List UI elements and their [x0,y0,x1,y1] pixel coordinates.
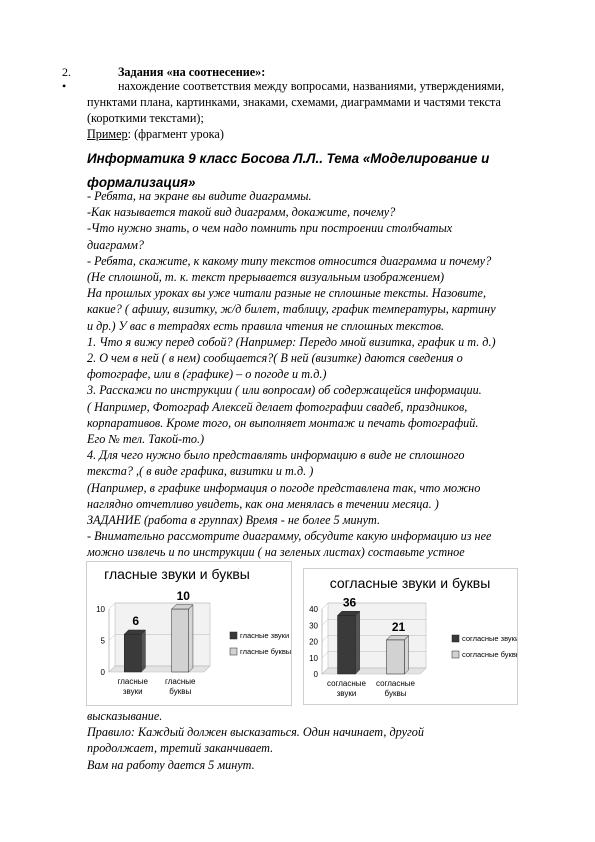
after-line: продолжает, третий заканчивает. [87,741,274,756]
lesson-line: 2. О чем в ней ( в нем) сообщается?( В ней (визитке) даются сведения о [87,351,463,365]
legend-label: согласные звуки [462,634,517,643]
chart-bar [338,611,360,674]
example-line [87,126,224,142]
section-heading: Задания «на соотнесение»: [118,65,266,79]
chart-gridline [322,603,328,609]
x-tick-label: гласные [117,677,148,686]
lesson-line: ЗАДАНИЕ (работа в группах) Время - не более 5 минут. [87,513,381,527]
chart-bar-side [189,605,193,672]
y-tick-label: 0 [100,668,105,677]
chart-gridline [322,619,328,625]
section-number: 2. [62,65,71,79]
bullet-line: нахождение соответствия между вопросами, названиями, утверждениями, [118,79,505,93]
lesson-line: - Ребята, на экране вы видите диаграммы. [87,189,312,203]
x-tick-label: гласные [165,677,196,686]
lesson-line: 3. Расскажи по инструкции ( или вопросам) об содержащейся информации. [87,383,482,398]
y-tick-label: 30 [309,621,318,631]
chart-gridline [109,603,115,609]
y-tick-label: 40 [309,605,318,614]
data-label: 21 [391,619,406,634]
lesson-line: какие? ( афишу, визитку, ж/д билет, таблицу, график температуры, картину [87,302,496,317]
lesson-line: наглядно отчетливо увидеть, как она менялась в течении месяца. ) [87,496,439,511]
chart-bar-front [172,609,189,672]
x-tick-label: буквы [384,689,407,698]
chart-bar [172,605,193,672]
data-label: 10 [176,589,190,603]
chart-bar [124,630,145,672]
x-tick-label: согласные [375,679,416,688]
lesson-line: 1. Что я вижу перед собой? (Например: Передо мной визитка, график и т. д.) [87,334,496,349]
lesson-line: текста? ,( в виде графика, визитки и т.д. ) [87,464,314,479]
lesson-line: На прошлых уроках вы уже читали разные не сплошные тексты. Назовите, [87,286,487,301]
x-tick-label: звуки [336,689,357,698]
lesson-title-line: Информатика 9 класс Босова Л.Л.. Тема «Моделирование и [87,151,490,166]
lesson-line: фотографе, или в (графике) – о погоде и т.д.) [87,367,327,382]
legend-label: гласные буквы [240,647,291,656]
after-line: Вам на работу дается 5 минут. [87,757,255,772]
chart-gridline [109,635,115,641]
lesson-line: -Что нужно знать, о чем надо помнить при построении столбчатых [87,221,453,236]
lesson-line: (Например, в графике информация о погоде представлена так, что можно [87,480,481,495]
legend-swatch [452,651,459,658]
legend-swatch [452,635,459,642]
chart-gridline [322,652,328,658]
example-rest: : (фрагмент урока) [127,127,224,141]
bullet-line: пунктами плана, картинками, знаками, схемами, диаграммами и частями текста [87,95,501,109]
bullet-line: (короткими текстами); [87,111,204,125]
x-tick-label: согласные [326,679,367,688]
legend-label: гласные звуки [240,631,290,640]
chart-vowels-svg [87,562,291,705]
lesson-line: и др.) У вас в тетрадях есть правила чтения не сплошных текстов. [87,318,445,333]
chart-consonants-svg [304,569,517,704]
lesson-line: - Внимательно рассмотрите диаграмму, обсудите какую информацию из нее [87,529,492,544]
after-line: Правило: Каждый должен высказаться. Один начинает, другой [87,725,424,740]
data-label: 6 [132,614,140,629]
chart-bar-front [387,640,405,674]
chart-bar-side [356,611,360,674]
example-label: Пример [87,127,128,141]
lesson-line: корпаративов. Кроме того, он выполняет монтаж и печать фотографий. [87,415,479,430]
chart-title: гласные звуки и буквы [104,566,250,582]
legend-swatch [230,648,237,655]
x-tick-label: буквы [169,687,192,696]
lesson-line: 4. Для чего нужно было представлять информацию в виде не сплошного [87,448,465,463]
x-tick-label: звуки [122,687,143,696]
chart-bar-front [338,616,356,675]
lesson-line: Его № тел. Такой-то.) [87,432,205,446]
lesson-title-line: формализация» [87,175,196,190]
lesson-line: - Ребята, скажите, к какому типу текстов относится диаграмма и почему? [87,253,492,268]
chart-bar [387,636,409,674]
lesson-line: диаграмм? [87,237,144,252]
y-tick-label: 10 [96,605,105,614]
lesson-line: (Не сплошной, т. к. текст прерывается визуальным изображением) [87,270,445,284]
y-tick-label: 10 [309,653,318,663]
y-tick-label: 5 [100,636,105,646]
chart-bar-side [141,630,145,672]
chart-bar-side [405,636,409,674]
y-tick-label: 0 [313,670,318,679]
chart-bar-front [124,634,141,672]
data-label: 36 [342,595,357,610]
chart-consonants [303,568,518,705]
lesson-line: ( Например, Фотограф Алексей делает фотографии свадеб, праздников, [87,399,468,414]
legend-label: согласные буквы [462,650,517,659]
chart-vowels [86,561,292,706]
lesson-line: -Как называется такой вид диаграмм, докажите, почему? [87,205,396,220]
bullet-marker: • [62,79,67,93]
chart-title: согласные звуки и буквы [329,575,491,591]
after-line: высказывание. [87,709,163,723]
chart-gridline [322,636,328,642]
lesson-line: можно извлечь и по инструкции ( на зеленых листах) составьте устное [87,545,465,560]
legend-swatch [230,632,237,639]
y-tick-label: 20 [309,637,318,647]
